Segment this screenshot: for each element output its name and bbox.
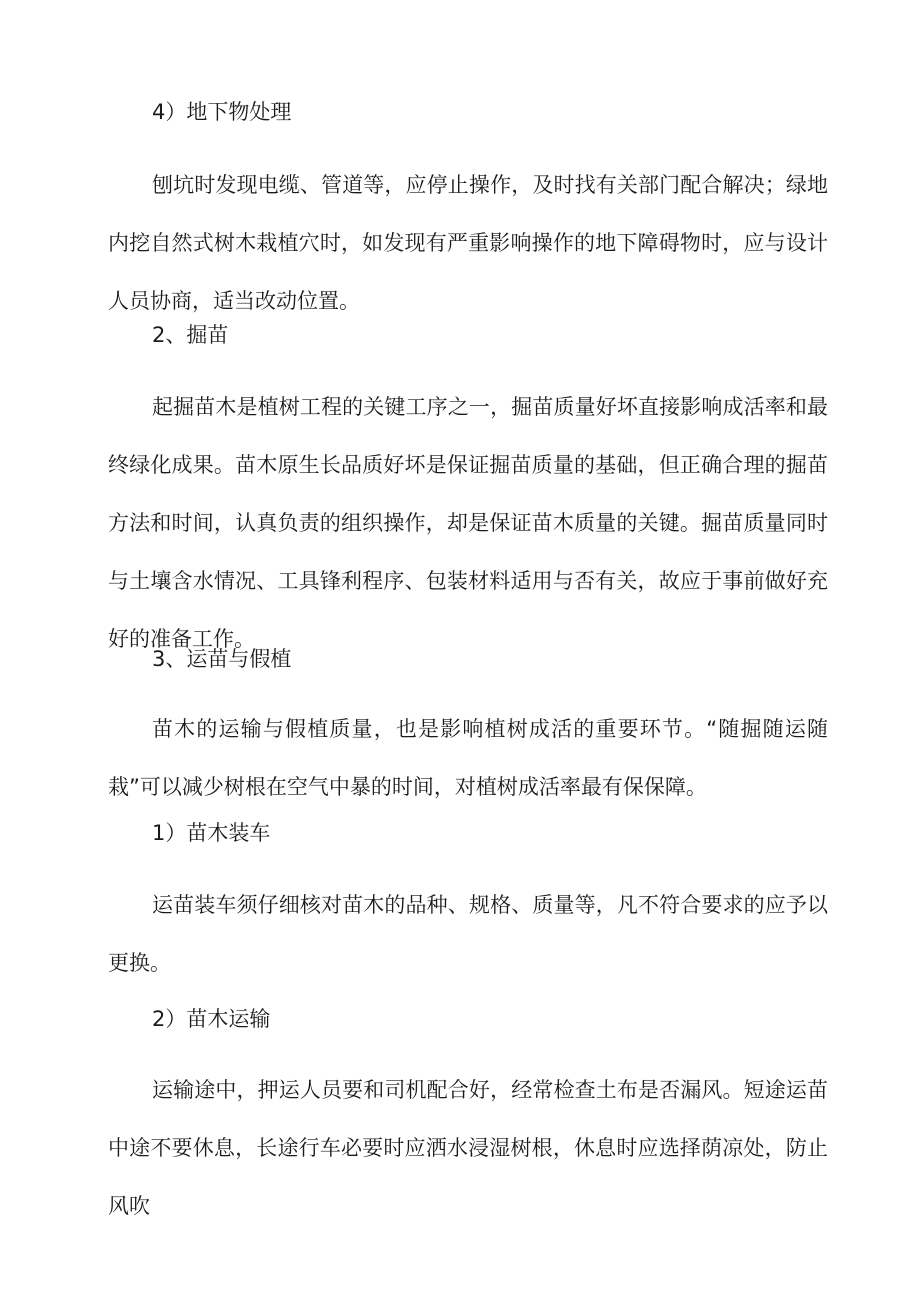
heading-seedling-transport: 2）苗木运输 [152, 1007, 271, 1031]
paragraph-seedling-transport: 运输途中，押运人员要和司机配合好，经常检查土布是否漏风。短途运苗中途不要休息，长途行车必要时应洒水浸湿树根，休息时应选择荫凉处，防止风吹 [108, 1078, 828, 1218]
paragraph-loading-seedlings: 运苗装车须仔细核对苗木的品种、规格、质量等，凡不符合要求的应予以更换。 [108, 893, 828, 975]
heading-transport-and-heeling-in: 3、运苗与假植 [152, 647, 292, 671]
paragraph-transport-and-heeling-in: 苗木的运输与假植质量，也是影响植树成活的重要环节。“随掘随运随栽”可以减少树根在空气中暴的时间，对植树成活率最有保保障。 [108, 717, 828, 799]
heading-loading-seedlings: 1）苗木装车 [152, 821, 271, 845]
heading-digging-seedlings: 2、掘苗 [152, 323, 229, 347]
paragraph-underground-objects: 刨坑时发现电缆、管道等，应停止操作，及时找有关部门配合解决；绿地内挖自然式树木栽植穴时，如发现有严重影响操作的地下障碍物时，应与设计人员协商，适当改动位置。 [108, 173, 828, 313]
heading-underground-objects: 4）地下物处理 [152, 100, 292, 124]
paragraph-digging-seedlings: 起掘苗木是植树工程的关键工序之一，掘苗质量好坏直接影响成活率和最终绿化成果。苗木原生长品质好坏是保证掘苗质量的基础，但正确合理的掘苗方法和时间，认真负责的组织操作，却是保证苗木质量的关键。掘苗质量同时与土壤含水情况、工具锋利程序、包装材料适用与否有关，故应于事前做好充好的准备工作。 [108, 395, 828, 651]
